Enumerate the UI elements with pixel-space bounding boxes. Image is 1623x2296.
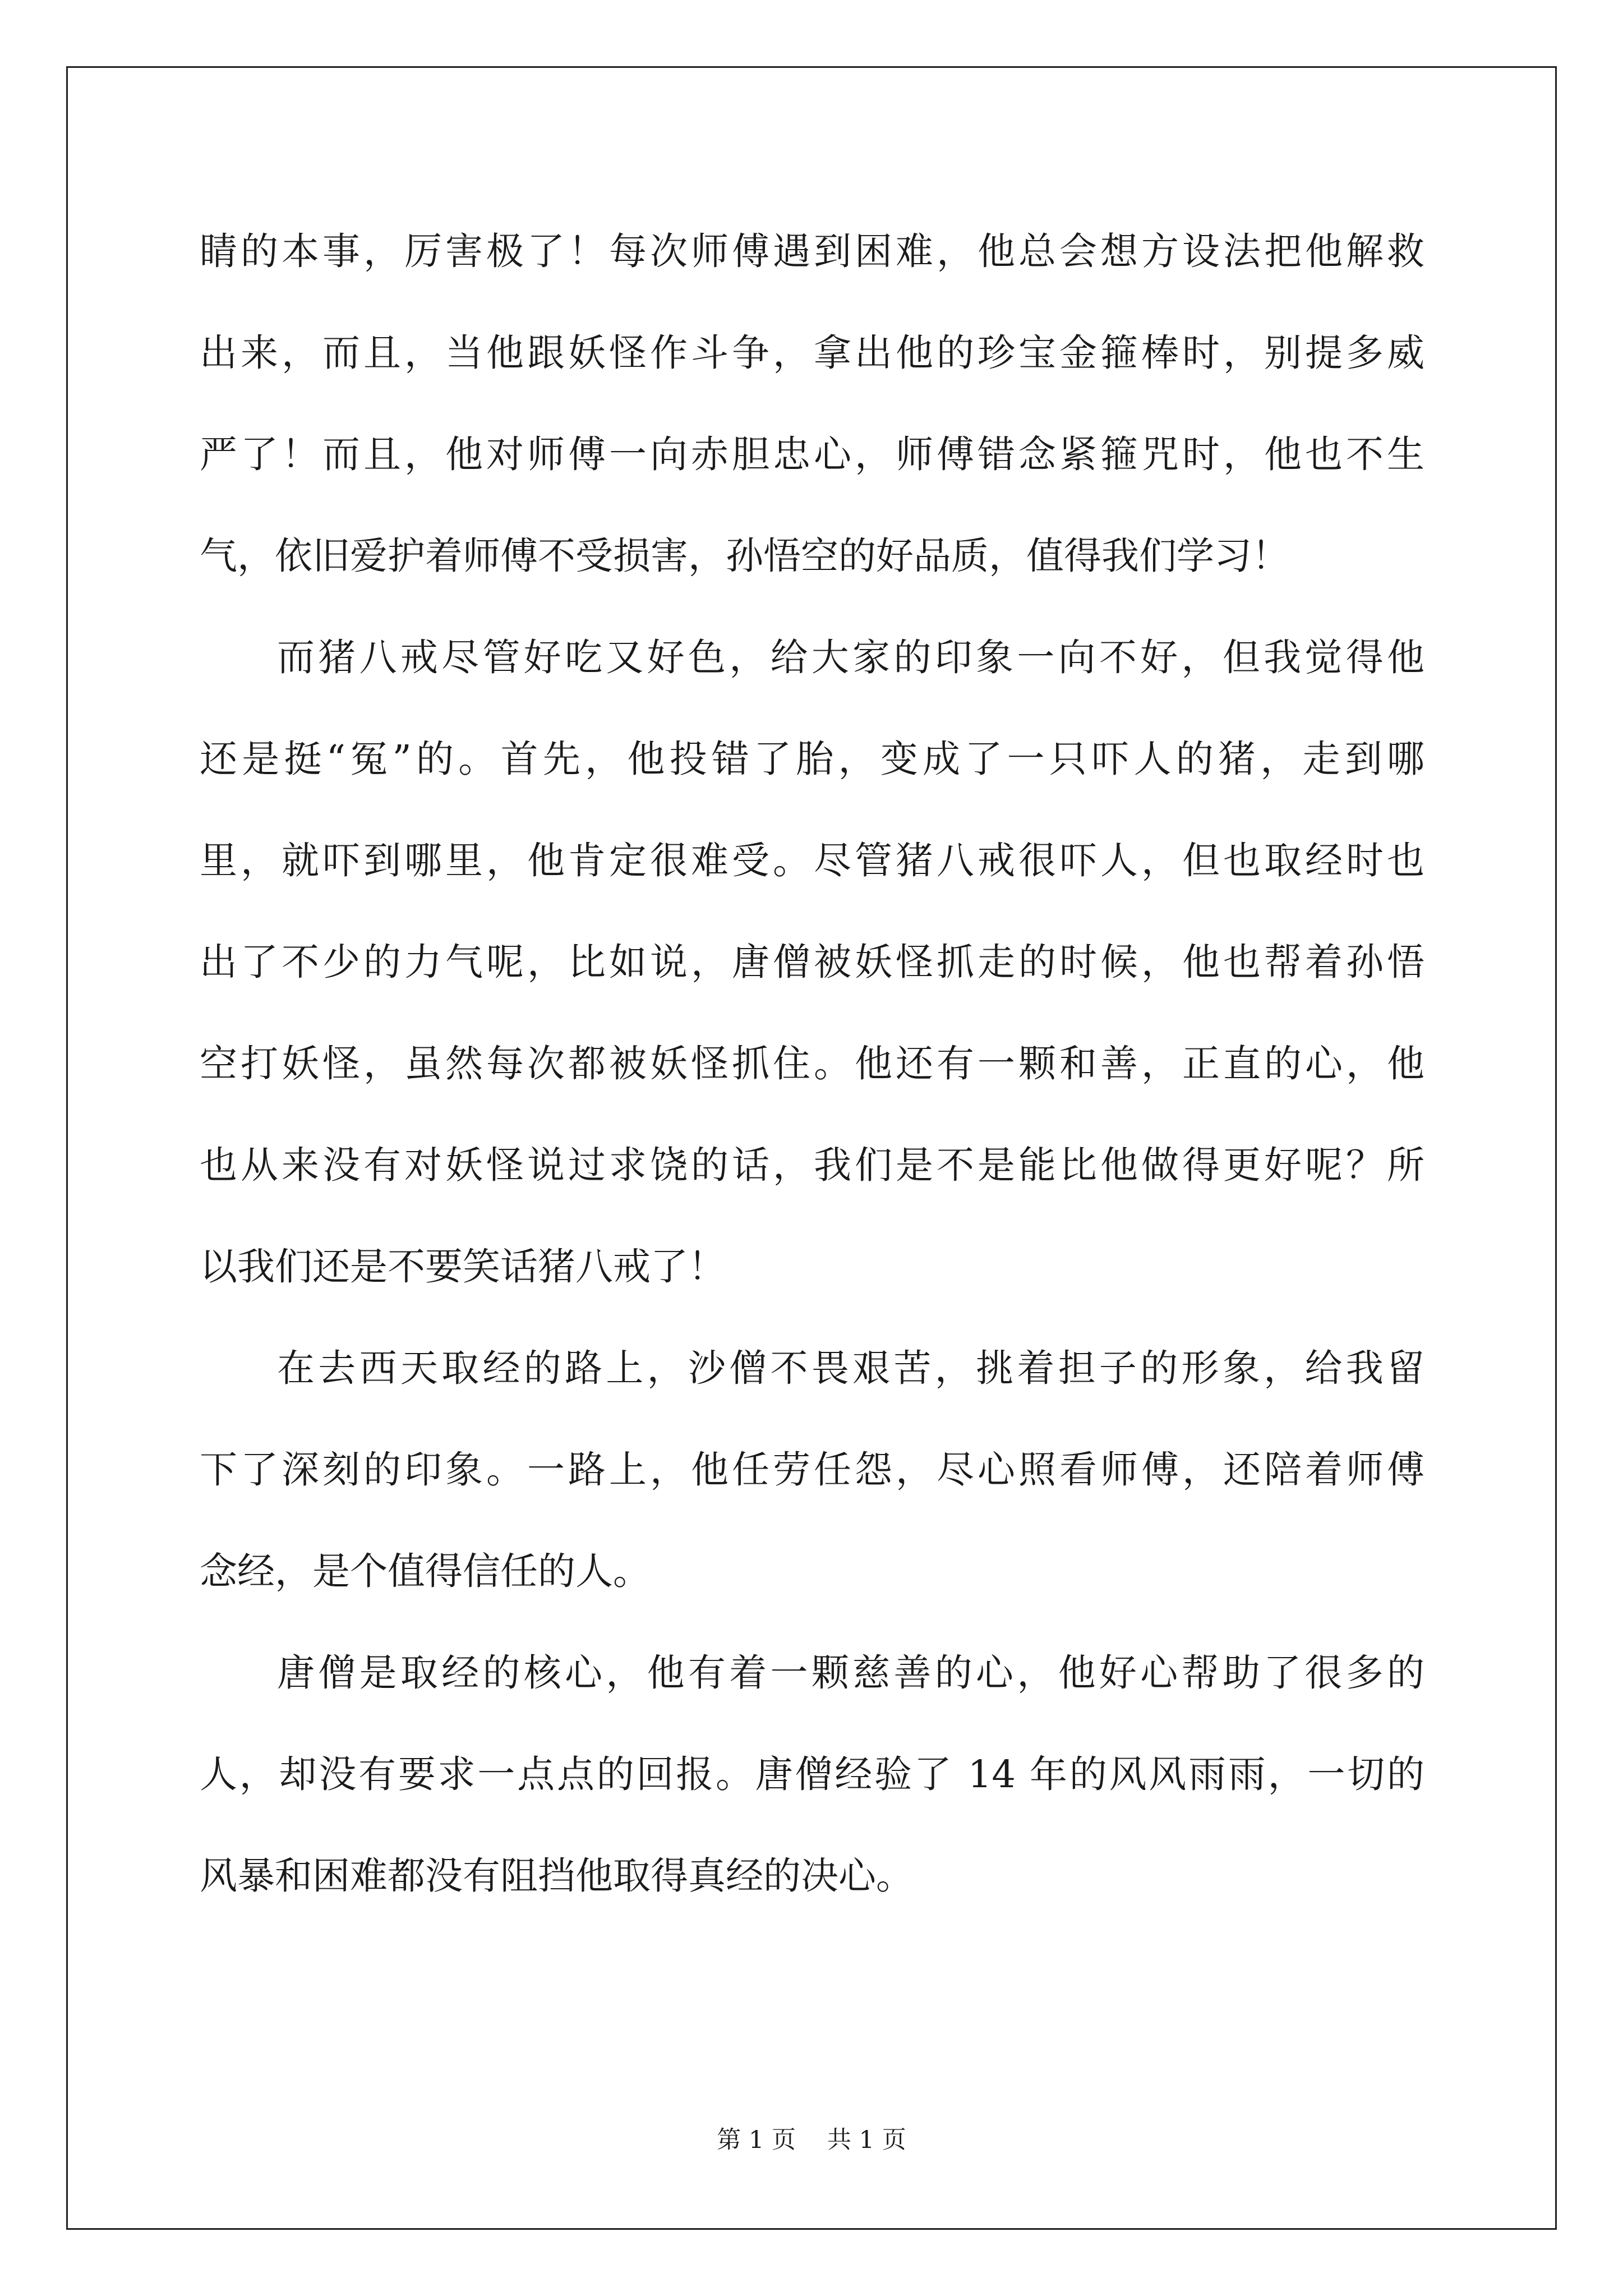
text-line: 气，依旧爱护着师傅不受损害，孙悟空的好品质，值得我们学习！ (200, 534, 1289, 578)
page-footer (0, 2123, 1623, 2157)
document-body (200, 201, 1424, 1927)
text-line: 还是挺“冤”的。首先，他投错了胎，变成了一只吓人的猪，走到哪 (200, 737, 1424, 781)
text-line: 在去西天取经的路上，沙僧不畏艰苦，挑着担子的形象，给我留 (277, 1346, 1424, 1390)
page-total: 共 1 页 (827, 2126, 906, 2154)
text-line: 下了深刻的印象。一路上，他任劳任怨，尽心照看师傅，还陪着师傅 (200, 1448, 1424, 1492)
paragraph (200, 607, 1424, 1318)
text-line: 睛的本事，厉害极了！每次师傅遇到困难，他总会想方设法把他解救 (200, 229, 1424, 273)
text-line: 严了！而且，他对师傅一向赤胆忠心，师傅错念紧箍咒时，他也不生 (200, 432, 1424, 476)
paragraph (200, 1622, 1424, 1927)
paragraph (200, 1318, 1424, 1622)
text-line: 出来，而且，当他跟妖怪作斗争，拿出他的珍宝金箍棒时，别提多威 (200, 331, 1424, 375)
text-line: 念经，是个值得信任的人。 (200, 1549, 651, 1593)
text-line: 以我们还是不要笑话猪八戒了！ (200, 1245, 726, 1289)
page-number: 第 1 页 (717, 2126, 796, 2154)
text-line: 人，却没有要求一点点的回报。唐僧经验了 14 年的风风雨雨，一切的 (200, 1752, 1424, 1796)
text-line: 出了不少的力气呢，比如说，唐僧被妖怪抓走的时候，他也帮着孙悟 (200, 940, 1424, 984)
text-line: 而猪八戒尽管好吃又好色，给大家的印象一向不好，但我觉得他 (277, 636, 1424, 679)
text-line: 风暴和困难都没有阻挡他取得真经的决心。 (200, 1854, 914, 1898)
text-line: 唐僧是取经的核心，他有着一颗慈善的心，他好心帮助了很多的 (277, 1651, 1424, 1695)
text-line: 空打妖怪，虽然每次都被妖怪抓住。他还有一颗和善，正直的心，他 (200, 1042, 1424, 1085)
text-line: 里，就吓到哪里，他肯定很难受。尽管猪八戒很吓人，但也取经时也 (200, 839, 1424, 882)
text-line: 也从来没有对妖怪说过求饶的话，我们是不是能比他做得更好呢？所 (200, 1143, 1424, 1187)
paragraph (200, 201, 1424, 607)
